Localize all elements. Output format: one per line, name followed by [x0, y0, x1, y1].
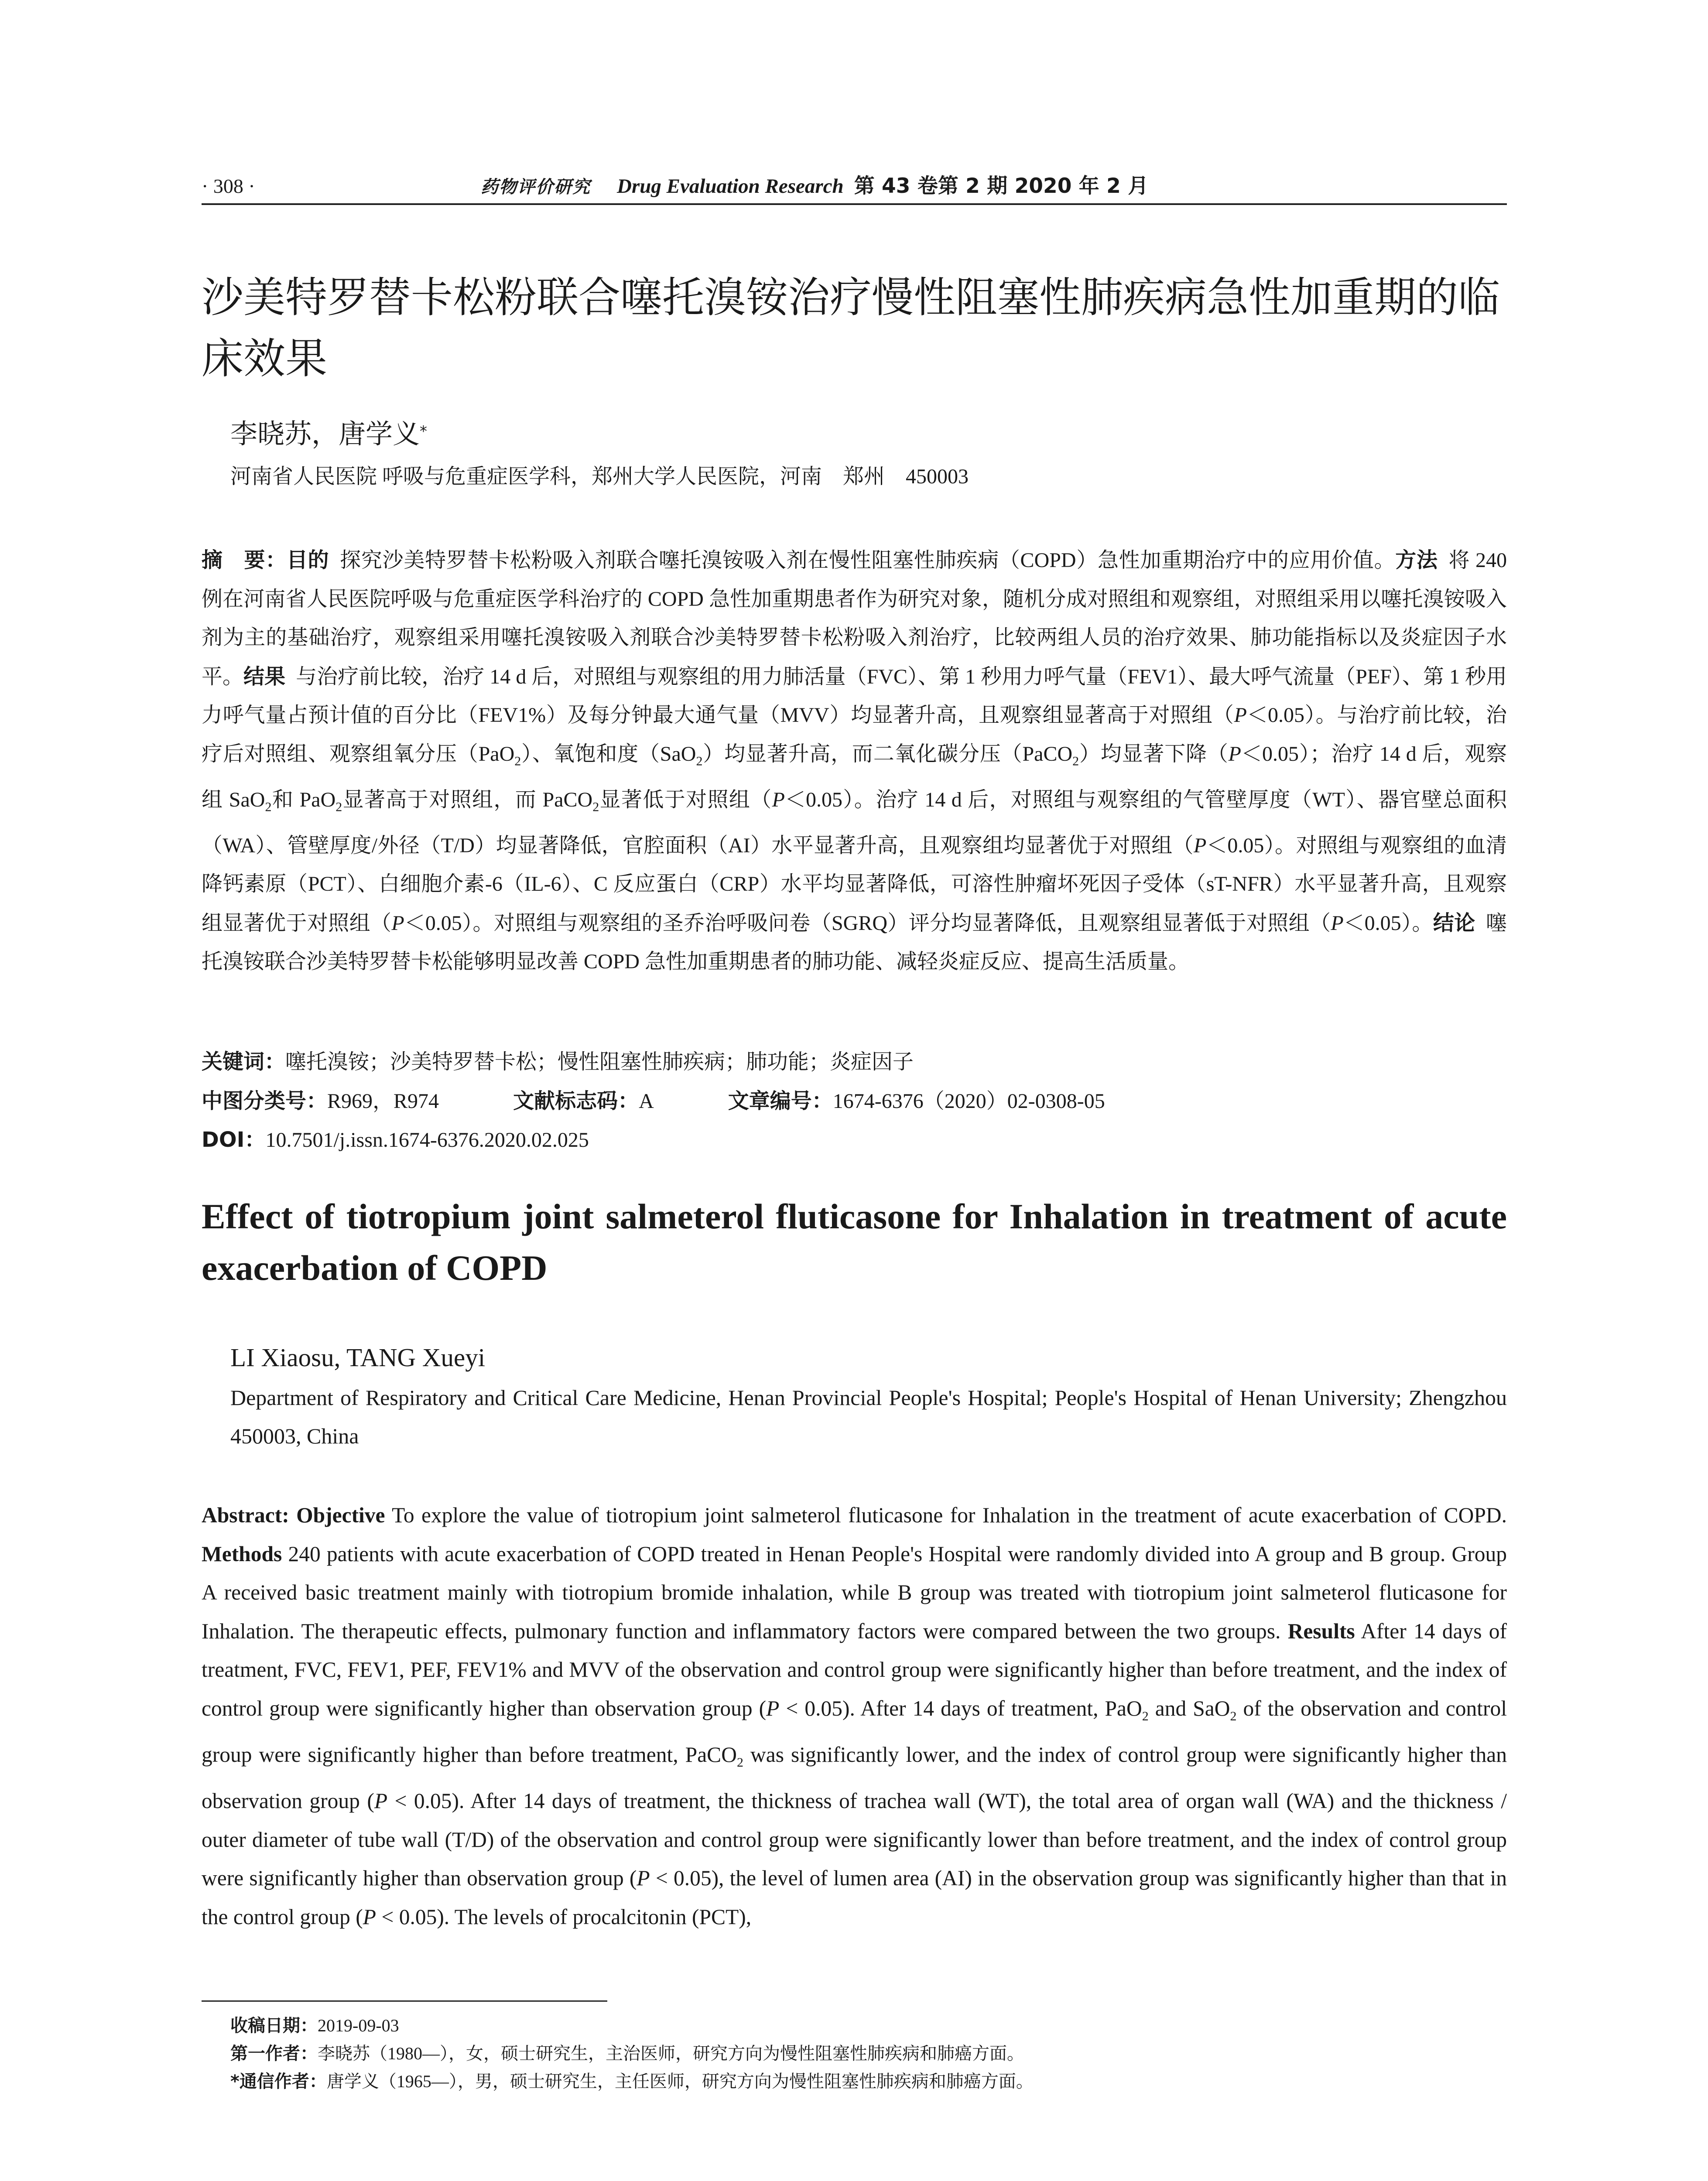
footnote-corresponding [230, 2068, 1507, 2096]
corresponding-info: 唐学义（1965—），男，硕士研究生，主任医师，研究方向为慢性阻塞性肺疾病和肺癌方面。 [326, 2072, 1034, 2091]
p-symbol: P [766, 1696, 780, 1720]
results-en-6: After 14 days of treatment, the thickness of trachea wall (WT), the total area of organ wall (WA) and the thickness / outer diameter of tube wall (T/D) of the observation and control group were significantly lower than before treatment, and the index of control group were significantly higher than observation group ( [202, 1789, 1507, 1890]
p-symbol: P [772, 788, 785, 811]
clc-label: 中图分类号： [202, 1088, 328, 1113]
results-en-5: was significantly lower, and the index of control group were significantly higher than observation group ( [202, 1742, 1507, 1813]
results-en-7: < 0.05), the level of lumen area (AI) in the observation group was significantly higher than that in the control group ( [202, 1866, 1507, 1929]
footnotes [230, 2012, 1507, 2096]
results-en-4: of the observation and control group were significantly higher than before treatment, PaCO [202, 1696, 1507, 1767]
results-cn-2: 与治疗前比较，治疗后对照组、观察组氧分压（PaO [202, 704, 1507, 766]
methods-cn-label: 方法 [1395, 548, 1438, 572]
doi-value: 10.7501/j.issn.1674-6376.2020.02.025 [265, 1128, 589, 1152]
doc-code-label: 文献标志码： [513, 1088, 639, 1113]
p-value: ＜0.05）。 [785, 788, 876, 811]
affiliation-en: Department of Respiratory and Critical Care Medicine, Henan Provincial People's Hospital; People's Hospital of Henan University; Zhengzhou 450003, China [230, 1385, 1507, 1448]
first-author-info: 李晓苏（1980—），女，硕士研究生，主治医师，研究方向为慢性阻塞性肺疾病和肺癌方面。 [318, 2044, 1024, 2063]
corresponding-label: *通信作者： [230, 2072, 327, 2092]
p-value: ＜0.05）。 [1343, 911, 1433, 935]
p-symbol: P [1234, 704, 1247, 727]
objective-cn-label: 目的 [286, 548, 329, 572]
methods-en: 240 patients with acute exacerbation of COPD treated in Henan People's Hospital were randomly divided into A group and B group. Group A received basic treatment mainly with tiotropium bromide inhalation, while B group was treated with tiotropium joint salmeterol fluticasone for Inhalation. The therapeutic effects, pulmonary function and inflammatory factors were compared between the two groups. [202, 1542, 1507, 1643]
results-cn-7: 和 PaO [271, 788, 336, 811]
first-author-label: 第一作者： [230, 2044, 318, 2064]
conclusion-cn-label: 结论 [1433, 910, 1475, 935]
corresponding-mark: * [420, 423, 428, 440]
footnote-rule [202, 2000, 607, 2002]
footnote-first-author [230, 2040, 1507, 2068]
p-value: ＜0.05） [1241, 742, 1310, 766]
classification-row [202, 1082, 1507, 1121]
doc-code-value: A [639, 1089, 654, 1113]
p-value: < 0.05). [387, 1789, 471, 1813]
results-cn-10: 治疗 14 d 后，对照组与观察组的气管壁厚度（WT）、器官壁总面积（WA）、管壁厚度/外径（T/D）均显著降低，官腔面积（AI）水平显著升高，且观察组均显著优于对照组（ [202, 788, 1507, 857]
received-label: 收稿日期： [230, 2016, 318, 2036]
p-symbol: P [1194, 834, 1207, 857]
p-symbol: P [391, 911, 404, 935]
results-cn-3: ）、氧饱和度（SaO [521, 742, 696, 766]
running-header [202, 171, 1507, 202]
journal-info [481, 171, 1148, 202]
objective-en-label: Objective [296, 1503, 385, 1527]
received-date: 2019-09-03 [318, 2016, 399, 2035]
results-en-1: After 14 days of treatment, FVC, FEV1, PEF, FEV1% and MVV of the observation and control group were significantly higher than before treatment, and the index of control group were significantly higher than observation group ( [202, 1619, 1507, 1720]
keywords-cn [202, 1043, 1507, 1082]
p-symbol: P [637, 1866, 650, 1890]
methods-en-label: Methods [202, 1542, 282, 1566]
abstract-cn-label: 摘 要： [202, 548, 287, 572]
article-no-value: 1674-6376（2020）02-0308-05 [832, 1089, 1105, 1113]
journal-name-en: Drug Evaluation Research [617, 175, 844, 198]
authors-en: LI Xiaosu, TANG Xueyi [230, 1343, 486, 1372]
results-cn-11: 对照组与观察组的血清降钙素原（PCT）、白细胞介素-6（IL-6）、C 反应蛋白（CRP）水平均显著降低，可溶性肿瘤坏死因子受体（sT-NFR）水平显著升高，且观察组显著优于对照组（ [202, 834, 1507, 935]
clc-value: R969，R974 [327, 1089, 439, 1113]
doi-label: DOI： [202, 1128, 266, 1152]
p-value: ＜0.05）。 [1206, 834, 1296, 857]
results-en-2: After 14 days of treatment, PaO [860, 1696, 1142, 1720]
subscript: 2 [1072, 754, 1079, 769]
results-cn-8: 显著高于对照组，而 PaCO [342, 788, 593, 811]
results-en-label: Results [1287, 1619, 1355, 1643]
title-en: Effect of tiotropium joint salmeterol fluticasone for Inhalation in treatment of acute exacerbation of COPD [202, 1196, 1507, 1288]
title-cn: 沙美特罗替卡松粉联合噻托溴铵治疗慢性阻塞性肺疾病急性加重期的临床效果 [202, 273, 1500, 383]
results-cn-4: ）均显著升高，而二氧化碳分压（PaCO [702, 742, 1073, 766]
results-cn-5: ）均显著下降（ [1079, 742, 1229, 766]
subscript: 2 [335, 800, 342, 814]
abstract-en-label: Abstract: [202, 1503, 289, 1527]
subscript: 2 [514, 754, 521, 769]
p-symbol: P [363, 1904, 377, 1929]
journal-logo: 药物评价研究 [481, 177, 591, 197]
subscript: 2 [592, 800, 599, 814]
doi-row [202, 1121, 1507, 1160]
affiliation-cn: 河南省人民医院 呼吸与危重症医学科，郑州大学人民医院，河南 郑州 450003 [230, 465, 969, 488]
p-symbol: P [374, 1789, 388, 1813]
results-en-8: The levels of procalcitonin (PCT), [454, 1904, 752, 1929]
article-metadata [202, 1043, 1507, 1160]
p-symbol: P [1228, 742, 1241, 766]
keywords-cn-label: 关键词： [202, 1049, 286, 1074]
header-rule [202, 203, 1507, 205]
p-value: < 0.05). [376, 1904, 455, 1929]
results-cn-6: ；治疗 14 d 后，观察组 SaO [202, 742, 1507, 811]
abstract-en [202, 1496, 1507, 1936]
subscript: 2 [1230, 1709, 1237, 1723]
authors-cn-names: 李晓苏，唐学义 [230, 418, 420, 450]
p-value: ＜0.05）。 [1246, 704, 1337, 727]
results-cn-9: 显著低于对照组（ [599, 788, 772, 811]
abstract-cn [202, 541, 1507, 981]
p-value: ＜0.05）。 [404, 911, 494, 935]
article-no-label: 文章编号： [728, 1088, 833, 1113]
results-cn-1: 与治疗前比较，治疗 14 d 后，对照组与观察组的用力肺活量（FVC）、第 1 秒用力呼气量（FEV1）、最大呼气流量（PEF）、第 1 秒用力呼气量占预计值的百分比（FEV1%）及每分钟最大通气量（MVV）均显著升高，且观察组显著高于对照组（ [202, 665, 1507, 727]
footnote-received [230, 2012, 1507, 2040]
page-number: · 308 · [202, 175, 255, 197]
subscript: 2 [265, 800, 272, 814]
results-cn-label: 结果 [243, 664, 286, 689]
authors-cn [230, 417, 427, 451]
journal-issue: 第 43 卷第 2 期 2020 年 2 月 [854, 174, 1149, 198]
objective-en: To explore the value of tiotropium joint salmeterol fluticasone for Inhalation in the treatment of acute exacerbation of COPD. [392, 1503, 1507, 1527]
results-cn-12: 对照组与观察组的圣乔治呼吸问卷（SGRQ）评分均显著降低，且观察组显著低于对照组（ [493, 911, 1331, 935]
p-value: < 0.05). [779, 1696, 861, 1720]
subscript: 2 [1142, 1709, 1149, 1723]
conclusion-cn: 噻托溴铵联合沙美特罗替卡松能够明显改善 COPD 急性加重期患者的肺功能、减轻炎症反应、提高生活质量。 [202, 911, 1507, 974]
keywords-cn-text: 噻托溴铵；沙美特罗替卡松；慢性阻塞性肺疾病；肺功能；炎症因子 [285, 1050, 914, 1073]
methods-cn: 将 240 例在河南省人民医院呼吸与危重症医学科治疗的 COPD 急性加重期患者作为研究对象，随机分成对照组和观察组，对照组采用以噻托溴铵吸入剂为主的基础治疗，观察组采用噻托溴铵吸入剂联合沙美特罗替卡松粉吸入剂治疗，比较两组人员的治疗效果、肺功能指标以及炎症因子水平。 [202, 549, 1507, 688]
subscript: 2 [696, 754, 703, 769]
objective-cn: 探究沙美特罗替卡松粉吸入剂联合噻托溴铵吸入剂在慢性阻塞性肺疾病（COPD）急性加重期治疗中的应用价值。 [339, 549, 1396, 572]
subscript: 2 [736, 1755, 743, 1770]
p-symbol: P [1331, 911, 1344, 935]
results-en-3: and SaO [1148, 1696, 1230, 1720]
